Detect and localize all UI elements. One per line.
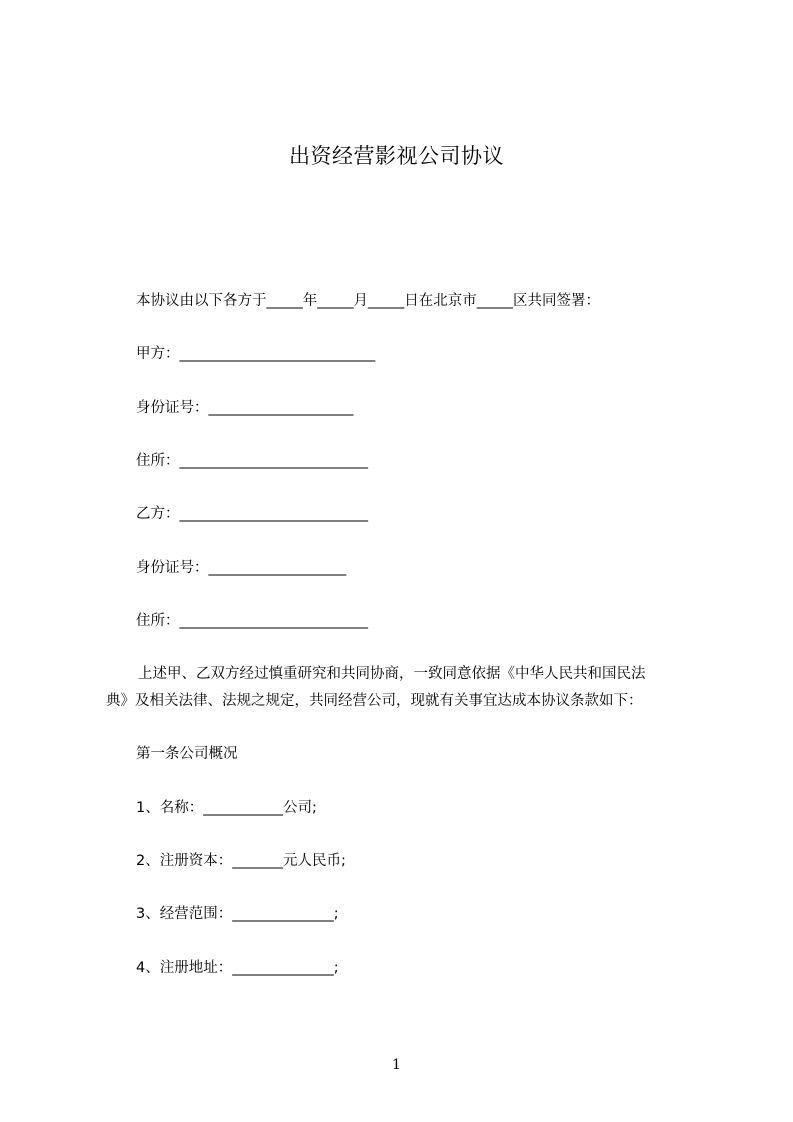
article-1-heading: 第一条公司概况 (136, 746, 238, 762)
party-a-field: 甲方：___________________________ (136, 346, 376, 362)
clause-registered-address: 4、注册地址：______________; (136, 960, 339, 976)
party-a-id-field: 身份证号：____________________ (136, 400, 354, 416)
agreement-intro: 本协议由以下各方于_____年_____月_____日在北京市_____区共同签署： (136, 293, 600, 309)
preamble-line-1: 上述甲、乙双方经过慎重研究和共同协商，一致同意依据《中华人民共和国民法 (138, 666, 646, 682)
party-b-id-field: 身份证号：___________________ (136, 560, 347, 576)
party-b-address-field: 住所：__________________________ (136, 613, 368, 629)
clause-registered-capital: 2、注册资本：_______元人民币; (136, 853, 346, 869)
document-title: 出资经营影视公司协议 (289, 144, 504, 168)
clause-business-scope: 3、经营范围：______________; (136, 906, 339, 922)
clause-name: 1、名称：___________公司; (136, 800, 317, 816)
preamble-line-2: 典》及相关法律、法规之规定，共同经营公司，现就有关事宜达成本协议条款如下： (106, 693, 643, 709)
page-number: 1 (392, 1057, 401, 1073)
preamble-paragraph (106, 661, 696, 715)
party-b-field: 乙方：__________________________ (136, 506, 368, 522)
party-a-address-field: 住所：__________________________ (136, 453, 368, 469)
